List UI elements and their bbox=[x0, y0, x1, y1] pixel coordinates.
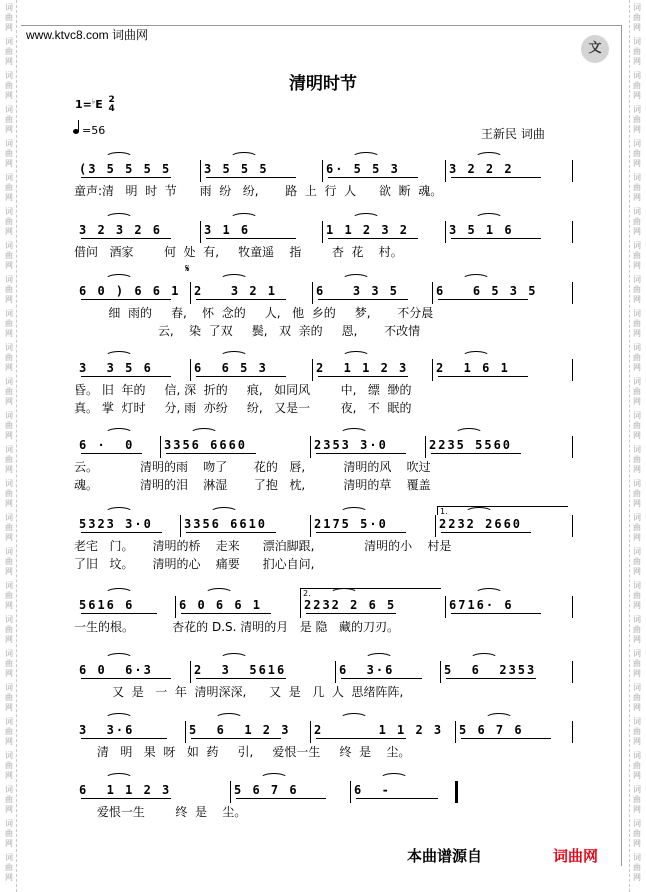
slur-arc bbox=[352, 213, 380, 224]
measure-notes: 3 2 2 2 bbox=[449, 162, 514, 176]
beam-underline bbox=[236, 798, 326, 799]
barline bbox=[190, 359, 191, 381]
footer-source-label: 本曲谱源自 bbox=[407, 847, 483, 865]
measure-notes: 2 1 1 2 3 bbox=[316, 361, 409, 375]
beam-underline bbox=[316, 453, 406, 454]
segno-mark: 𝄋 bbox=[185, 262, 190, 275]
measure-notes: 3 3 5 6 bbox=[79, 361, 153, 375]
barline bbox=[335, 661, 336, 683]
beam-underline bbox=[81, 532, 162, 533]
beam-underline bbox=[196, 376, 286, 377]
translate-icon[interactable]: 文 bbox=[581, 35, 609, 63]
measure-notes: 6 6 5 3 5 bbox=[436, 284, 538, 298]
beam-underline bbox=[191, 738, 281, 739]
beam-underline bbox=[81, 678, 171, 679]
measure-notes: 2232 2 6 5 bbox=[304, 598, 397, 612]
beam-underline bbox=[341, 678, 422, 679]
barline bbox=[572, 596, 573, 618]
measure-notes: 5616 6 bbox=[79, 598, 135, 612]
time-signature: 2 4 bbox=[108, 95, 115, 114]
beam-underline bbox=[196, 678, 286, 679]
slur-arc bbox=[342, 274, 370, 285]
barline bbox=[425, 436, 426, 458]
slur-arc bbox=[105, 213, 133, 224]
barline bbox=[190, 661, 191, 683]
lyric-line-2: 了旧 坟。 清明的心 痛要 扪心自问, bbox=[74, 557, 315, 571]
measure-notes: 3 5 5 5 bbox=[204, 162, 269, 176]
beam-underline bbox=[438, 299, 528, 300]
measure-notes: 5 6 2353 bbox=[444, 663, 537, 677]
beam-underline bbox=[81, 238, 171, 239]
barline bbox=[432, 282, 433, 304]
barline bbox=[572, 282, 573, 304]
measure-notes: 6 1 1 2 3 bbox=[79, 783, 172, 797]
beam-underline bbox=[461, 738, 551, 739]
slur-arc bbox=[105, 274, 133, 285]
measure-notes: 6 · 0 bbox=[79, 438, 135, 452]
lyric-line-2: 魂。 清明的泪 淋湿 了抱 枕, 清明的草 覆盖 bbox=[74, 478, 431, 492]
beam-underline bbox=[438, 376, 528, 377]
beam-underline bbox=[441, 532, 531, 533]
slur-arc bbox=[205, 588, 233, 599]
measure-notes: 6716· 6 bbox=[449, 598, 514, 612]
slur-arc bbox=[105, 152, 133, 163]
measure-notes: 3356 6660 bbox=[164, 438, 248, 452]
quarter-note-icon bbox=[73, 129, 79, 134]
slur-arc bbox=[220, 351, 248, 362]
barline bbox=[445, 160, 446, 182]
slur-arc bbox=[105, 588, 133, 599]
lyric-line-1: 昏。 旧 年的 信, 深 折的 痕, 如同风 中, 缥 缈的 bbox=[74, 383, 412, 397]
barline bbox=[572, 221, 573, 243]
lyric-line-2: 真。 掌 灯时 分, 雨 亦纷 纷, 又是一 夜, 不 眠的 bbox=[74, 401, 412, 415]
barline bbox=[185, 721, 186, 743]
slur-arc bbox=[352, 152, 380, 163]
measure-notes: 6 3·6 bbox=[339, 663, 395, 677]
slur-arc bbox=[475, 152, 503, 163]
measure-notes: (3 5 5 5 5 bbox=[79, 162, 172, 176]
barline bbox=[440, 661, 441, 683]
barline bbox=[310, 436, 311, 458]
lyric-line-1: 云。 清明的雨 吻了 花的 唇, 清明的风 吹过 bbox=[74, 460, 431, 474]
measure-notes: 2 3 5616 bbox=[194, 663, 287, 677]
beam-underline bbox=[451, 238, 541, 239]
barline bbox=[200, 160, 201, 182]
barline bbox=[572, 160, 573, 182]
barline bbox=[455, 781, 458, 803]
beam-underline bbox=[328, 238, 418, 239]
slur-arc bbox=[475, 588, 503, 599]
slur-arc bbox=[230, 152, 258, 163]
barline bbox=[572, 515, 573, 537]
slur-arc bbox=[190, 428, 218, 439]
left-watermark-strip: 词 曲 网 词 曲 网 词 曲 网 词 曲 网 词 曲 网 词 曲 网 词 曲 网 词 曲 网 词 曲 网 词 曲 网 词 曲 网 词 曲 网 词 曲 网 词 曲 网 词 曲 网 词 曲 网 词 曲 网 词 曲 网 词 曲 网 词 曲 网 词 曲 网 词 曲 网 词 曲 网 词 曲 网 词 曲 网 词 曲 网 bbox=[2, 0, 17, 892]
barline bbox=[160, 436, 161, 458]
measure-notes: 1 1 2 3 2 bbox=[326, 223, 410, 237]
measure-notes: 2 3 2 1 bbox=[194, 284, 278, 298]
beam-underline bbox=[166, 453, 256, 454]
slur-arc bbox=[485, 713, 513, 724]
barline bbox=[310, 721, 311, 743]
measure-notes: 3 1 6 bbox=[204, 223, 251, 237]
beam-underline bbox=[328, 177, 418, 178]
slur-arc bbox=[105, 773, 133, 784]
beam-underline bbox=[316, 738, 406, 739]
measure-notes: 5323 3·0 bbox=[79, 517, 153, 531]
lyric-line-1: 老宅 门。 清明的桥 走来 漂泊脚跟, 清明的小 村是 bbox=[74, 539, 452, 553]
beam-underline bbox=[206, 238, 296, 239]
beam-underline bbox=[181, 613, 271, 614]
beam-underline bbox=[81, 738, 167, 739]
song-title: 清明时节 bbox=[289, 74, 357, 94]
slur-arc bbox=[340, 428, 368, 439]
measure-notes: 6 3 3 5 bbox=[316, 284, 400, 298]
right-watermark-strip: 词 曲 网 词 曲 网 词 曲 网 词 曲 网 词 曲 网 词 曲 网 词 曲 网 词 曲 网 词 曲 网 词 曲 网 词 曲 网 词 曲 网 词 曲 网 词 曲 网 词 曲 网 词 曲 网 词 曲 网 词 曲 网 词 曲 网 词 曲 网 词 曲 网 词 曲 网 词 曲 网 词 曲 网 词 曲 网 词 曲 网 bbox=[629, 0, 644, 892]
beam-underline bbox=[196, 299, 286, 300]
slur-arc bbox=[380, 773, 408, 784]
lyric-line-1: 又 是 一 年 清明深深, 又 是 几 人 思绪阵阵, bbox=[74, 685, 404, 699]
volta-bracket-2 bbox=[300, 588, 441, 597]
slur-arc bbox=[105, 507, 133, 518]
measure-notes: 3356 6610 bbox=[184, 517, 268, 531]
slur-arc bbox=[455, 428, 483, 439]
slur-arc bbox=[105, 713, 133, 724]
barline bbox=[312, 359, 313, 381]
volta-label-2: 2. bbox=[303, 589, 311, 598]
volta-bracket-1 bbox=[437, 506, 568, 515]
barline bbox=[310, 515, 311, 537]
measure-notes: 2 1 6 1 bbox=[436, 361, 510, 375]
slur-arc bbox=[342, 351, 370, 362]
beam-underline bbox=[446, 678, 536, 679]
barline bbox=[350, 781, 351, 803]
beam-underline bbox=[81, 613, 157, 614]
beam-underline bbox=[356, 798, 438, 799]
measure-notes: 6 0 6·3 bbox=[79, 663, 153, 677]
slur-arc bbox=[105, 653, 133, 664]
measure-notes: 5 6 7 6 bbox=[459, 723, 524, 737]
lyric-line-1: 细 雨的 春, 怀 念的 人, 他 乡的 梦, 不分晨 bbox=[74, 306, 434, 320]
measure-notes: 3 3·6 bbox=[79, 723, 135, 737]
barline bbox=[435, 515, 436, 537]
measure-notes: 6 0 ) 6 6 1 bbox=[79, 284, 181, 298]
measure-notes: 6 6 5 3 bbox=[194, 361, 268, 375]
beam-underline bbox=[451, 613, 541, 614]
slur-arc bbox=[340, 507, 368, 518]
barline bbox=[190, 282, 191, 304]
barline bbox=[300, 596, 301, 618]
measure-notes: 6· 5 5 3 bbox=[326, 162, 400, 176]
site-url[interactable]: www.ktvc8.com 词曲网 bbox=[26, 28, 149, 42]
measure-notes: 6 0 6 6 1 bbox=[179, 598, 263, 612]
beam-underline bbox=[451, 177, 541, 178]
measure-notes: 2353 3·0 bbox=[314, 438, 388, 452]
slur-arc bbox=[230, 213, 258, 224]
beam-underline bbox=[81, 798, 171, 799]
beam-underline bbox=[81, 376, 171, 377]
barline bbox=[175, 596, 176, 618]
lyric-line-1: 爱恨一生 终 是 尘。 bbox=[74, 805, 247, 819]
measure-notes: 2232 2660 bbox=[439, 517, 523, 531]
barline bbox=[455, 721, 456, 743]
beam-underline bbox=[318, 299, 408, 300]
beam-underline bbox=[306, 613, 396, 614]
barline bbox=[445, 596, 446, 618]
lyric-line-1: 童声:清 明 时 节 雨 纷 纷, 路 上 行 人 欲 断 魂。 bbox=[74, 184, 443, 198]
footer-brand-logo[interactable]: 词曲网 bbox=[553, 847, 599, 865]
measure-notes: 3 2 3 2 6 bbox=[79, 223, 163, 237]
slur-arc bbox=[470, 653, 498, 664]
measure-notes: 6 - bbox=[354, 783, 391, 797]
beam-underline bbox=[81, 177, 171, 178]
beam-underline bbox=[206, 177, 296, 178]
author-credit: 王新民 词曲 bbox=[481, 127, 545, 141]
measure-notes: 3 5 1 6 bbox=[449, 223, 514, 237]
measure-notes: 2175 5·0 bbox=[314, 517, 388, 531]
barline bbox=[572, 661, 573, 683]
lyric-line-1: 一生的根。 杏花的 D.S. 清明的月 是 隐 藏的刀刃。 bbox=[74, 620, 399, 634]
measure-notes: 5 6 7 6 bbox=[234, 783, 299, 797]
beam-underline bbox=[318, 376, 408, 377]
slur-arc bbox=[220, 653, 248, 664]
lyric-line-1: 借问 酒家 何 处 有, 牧童遥 指 杏 花 村。 bbox=[74, 245, 403, 259]
beam-underline bbox=[81, 299, 171, 300]
barline bbox=[432, 359, 433, 381]
barline bbox=[445, 221, 446, 243]
barline bbox=[572, 359, 573, 381]
volta-label-1: 1. bbox=[440, 507, 448, 516]
barline bbox=[230, 781, 231, 803]
beam-underline bbox=[431, 453, 521, 454]
measure-notes: 5 6 1 2 3 bbox=[189, 723, 291, 737]
barline bbox=[572, 721, 573, 743]
beam-underline bbox=[186, 532, 276, 533]
beam-underline bbox=[316, 532, 406, 533]
barline bbox=[180, 515, 181, 537]
lyric-line-2: 云, 染 了双 鬓, 双 亲的 恩, 不改情 bbox=[74, 324, 421, 338]
tempo-mark: =56 bbox=[73, 124, 105, 137]
slur-arc bbox=[105, 428, 133, 439]
slur-arc bbox=[105, 351, 133, 362]
slur-arc bbox=[220, 274, 248, 285]
measure-notes: 2235 5560 bbox=[429, 438, 513, 452]
slur-arc bbox=[340, 713, 368, 724]
barline bbox=[322, 221, 323, 243]
barline bbox=[572, 436, 573, 458]
slur-arc bbox=[462, 351, 490, 362]
slur-arc bbox=[475, 213, 503, 224]
beam-underline bbox=[81, 453, 142, 454]
slur-arc bbox=[260, 773, 288, 784]
barline bbox=[322, 160, 323, 182]
slur-arc bbox=[210, 507, 238, 518]
slur-arc bbox=[365, 653, 393, 664]
slur-arc bbox=[215, 713, 243, 724]
slur-arc bbox=[462, 274, 490, 285]
key-signature: 1=♭E 2 4 bbox=[75, 95, 115, 114]
lyric-line-1: 清 明 果 呀 如 药 引, 爱恨一生 终 是 尘。 bbox=[74, 745, 411, 759]
barline bbox=[312, 282, 313, 304]
measure-notes: 2 1 1 2 3 bbox=[314, 723, 444, 737]
barline bbox=[200, 221, 201, 243]
